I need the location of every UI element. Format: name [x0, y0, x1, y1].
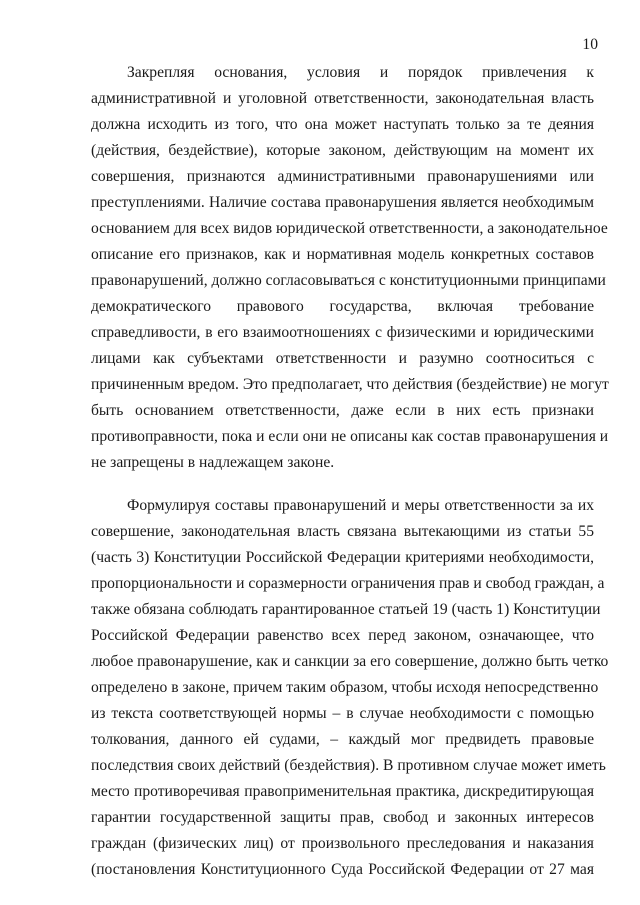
text-line: любое правонарушение, как и санкции за его совершение, должно быть четко [91, 653, 609, 670]
text-line: определено в законе, причем таким образом, чтобы исходя непосредственно [91, 679, 599, 696]
text-line: описание его признаков, как и нормативная модель конкретных составов [91, 246, 594, 263]
text-line: административной и уголовной ответственности, законодательная власть [91, 90, 594, 107]
text-line: причиненным вредом. Это предполагает, что действия (бездействие) не могут [91, 376, 609, 393]
text-line: демократического правового государства, включая требование [91, 298, 594, 315]
text-line: гарантии государственной защиты прав, свобод и законных интересов [91, 809, 594, 826]
text-line: должна исходить из того, что она может наступать только за те деяния [91, 116, 594, 133]
text-line: (часть 3) Конституции Российской Федерации критериями необходимости, [91, 549, 594, 566]
text-line: (постановления Конституционного Суда Российской Федерации от 27 мая [91, 861, 594, 878]
paragraph-1 [91, 60, 609, 476]
text-line: противоправности, пока и если они не описаны как состав правонарушения и [91, 428, 609, 445]
paragraph-spacer [91, 476, 594, 493]
text-line: (действия, бездействие), которые законом, действующим на момент их [91, 142, 594, 159]
text-line: совершения, признаются административными правонарушениями или [91, 168, 594, 185]
text-line: из текста соответствующей нормы – в случае необходимости с помощью [91, 705, 594, 722]
text-line: справедливости, в его взаимоотношениях с физическими и юридическими [91, 324, 594, 341]
text-line: толкования, данного ей судами, – каждый мог предвидеть правовые [91, 731, 594, 748]
text-line: последствия своих действий (бездействия). В противном случае может иметь [91, 757, 606, 774]
text-line: лицами как субъектами ответственности и разумно соотноситься с [91, 350, 594, 367]
text-line: Российской Федерации равенство всех перед законом, означающее, что [91, 627, 594, 644]
text-line: место противоречивая правоприменительная практика, дискредитирующая [91, 783, 594, 800]
text-line: не запрещены в надлежащем законе. [91, 454, 335, 471]
text-line: Закрепляя основания, условия и порядок привлечения к [127, 64, 594, 81]
text-line: быть основанием ответственности, даже если в них есть признаки [91, 402, 594, 419]
page-number: 10 [582, 36, 598, 53]
text-line: совершение, законодательная власть связана вытекающими из статьи 55 [91, 523, 594, 540]
body-text [91, 60, 609, 883]
text-line: правонарушений, должно согласовываться с конституционными принципами [91, 272, 606, 289]
text-line: преступлениями. Наличие состава правонарушения является необходимым [91, 194, 594, 211]
paragraph-2 [91, 493, 609, 883]
text-line: Формулируя составы правонарушений и меры ответственности за их [127, 497, 594, 514]
text-line: также обязана соблюдать гарантированное статьей 19 (часть 1) Конституции [91, 601, 601, 618]
text-line: основанием для всех видов юридической ответственности, а законодательное [91, 220, 608, 237]
text-line: пропорциональности и соразмерности ограничения прав и свобод граждан, а [91, 575, 605, 592]
text-line: граждан (физических лиц) от произвольного преследования и наказания [91, 835, 594, 852]
